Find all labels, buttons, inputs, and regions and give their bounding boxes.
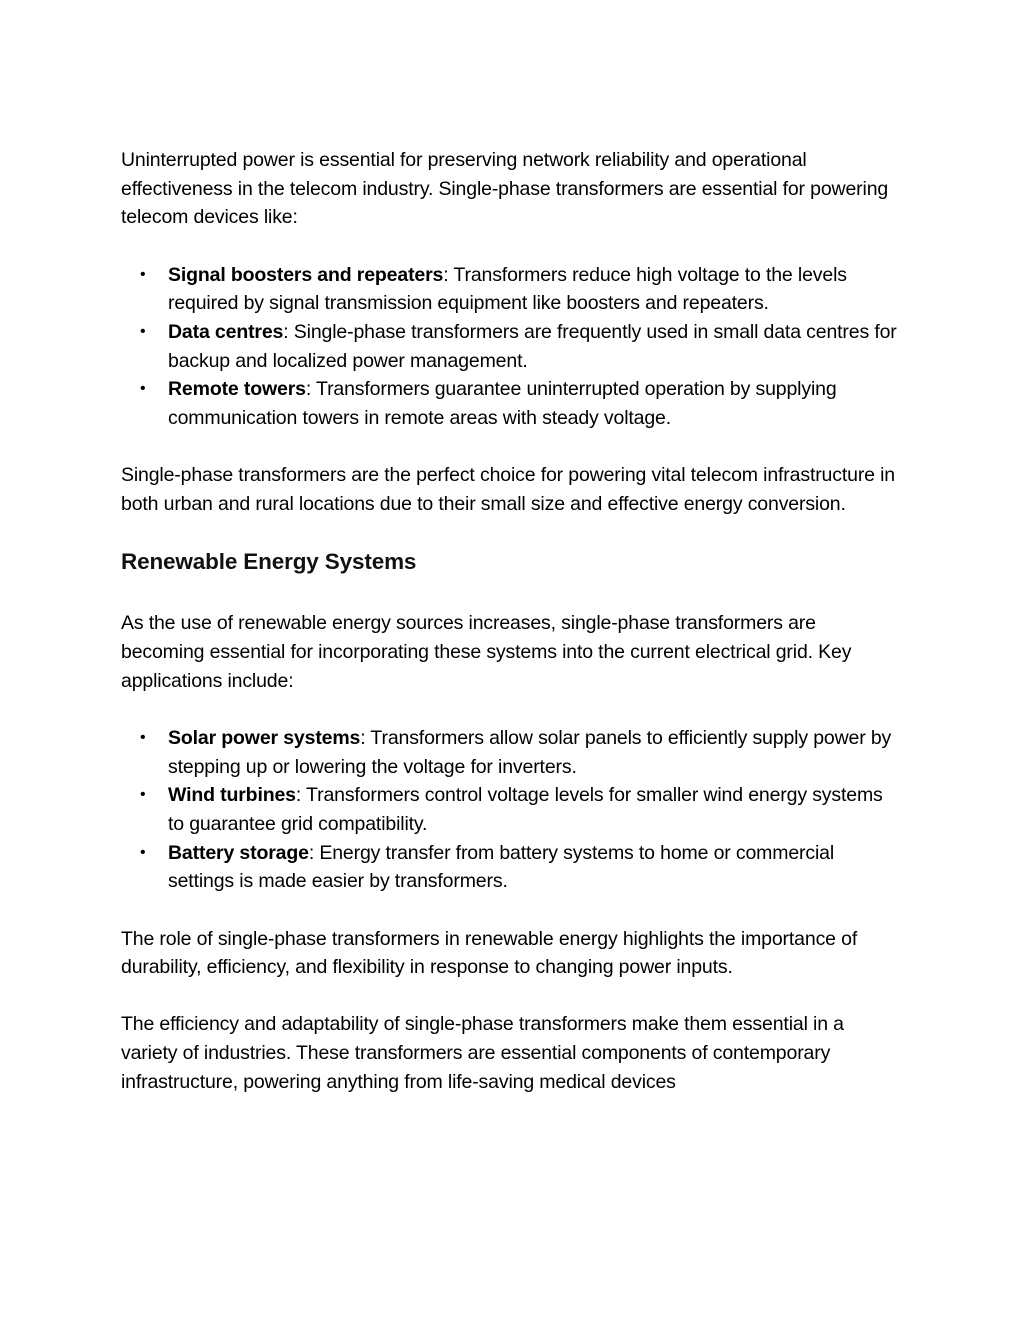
list-item — [140, 375, 901, 432]
renewable-application-list — [121, 724, 901, 896]
list-item-term: Remote towers — [168, 378, 306, 401]
list-item-description: : Transformers reduce high voltage to the levels required by signal transmission equipment like boosters and repeaters. — [168, 263, 847, 315]
intro-paragraph: Uninterrupted power is essential for preserving network reliability and operational effectiveness in the telecom industry. Single-phase transformers are essential for powering telecom devices like: — [121, 149, 889, 229]
list-item-description: : Transformers control voltage levels for smaller wind energy systems to guarantee grid compatibility. — [168, 784, 883, 835]
bullet-icon: • — [140, 843, 146, 861]
bullet-icon: • — [140, 323, 146, 341]
bullet-icon: • — [140, 786, 146, 804]
list-item — [140, 261, 901, 318]
list-item-description: : Energy transfer from battery systems to home or commercial settings is made easier by transformers. — [168, 841, 835, 893]
list-item — [140, 839, 901, 896]
list-item-description: : Single-phase transformers are frequently used in small data centres for backup and localized power management. — [168, 321, 897, 372]
renewable-summary-paragraph: The role of single-phase transformers in renewable energy highlights the importance of durability, efficiency, and flexibility in response to changing power inputs. — [121, 927, 858, 979]
list-item-term: Signal boosters and repeaters — [168, 263, 444, 286]
telecom-device-list — [121, 261, 901, 433]
list-item-term: Battery storage — [168, 841, 309, 864]
list-item-description: : Transformers guarantee uninterrupted operation by supplying communication towers in remote areas with steady voltage. — [168, 378, 837, 430]
bullet-icon: • — [140, 728, 146, 746]
list-item-description: : Transformers allow solar panels to efficiently supply power by stepping up or lowering the voltage for inverters. — [168, 726, 892, 778]
conclusion-paragraph: The efficiency and adaptability of single-phase transformers make them essential in a variety of industries. These transformers are essential components of contemporary infrastructure, powering anything from life-saving medical devices — [121, 1013, 844, 1093]
list-item — [140, 724, 901, 781]
document-page — [121, 146, 901, 1125]
list-item — [140, 781, 901, 838]
bullet-icon: • — [140, 265, 146, 283]
list-item — [140, 318, 901, 375]
list-item-term: Data centres — [168, 321, 284, 344]
section-heading: Renewable Energy Systems — [121, 549, 417, 575]
list-item-term: Solar power systems — [168, 726, 361, 749]
list-item-term: Wind turbines — [168, 784, 296, 807]
renewable-intro-paragraph: As the use of renewable energy sources increases, single-phase transformers are becoming essential for incorporating these systems into the current electrical grid. Key applications include: — [121, 612, 852, 692]
bullet-icon: • — [140, 380, 146, 398]
telecom-summary-paragraph: Single-phase transformers are the perfect choice for powering vital telecom infrastructure in both urban and rural locations due to their small size and effective energy conversion. — [121, 464, 896, 516]
